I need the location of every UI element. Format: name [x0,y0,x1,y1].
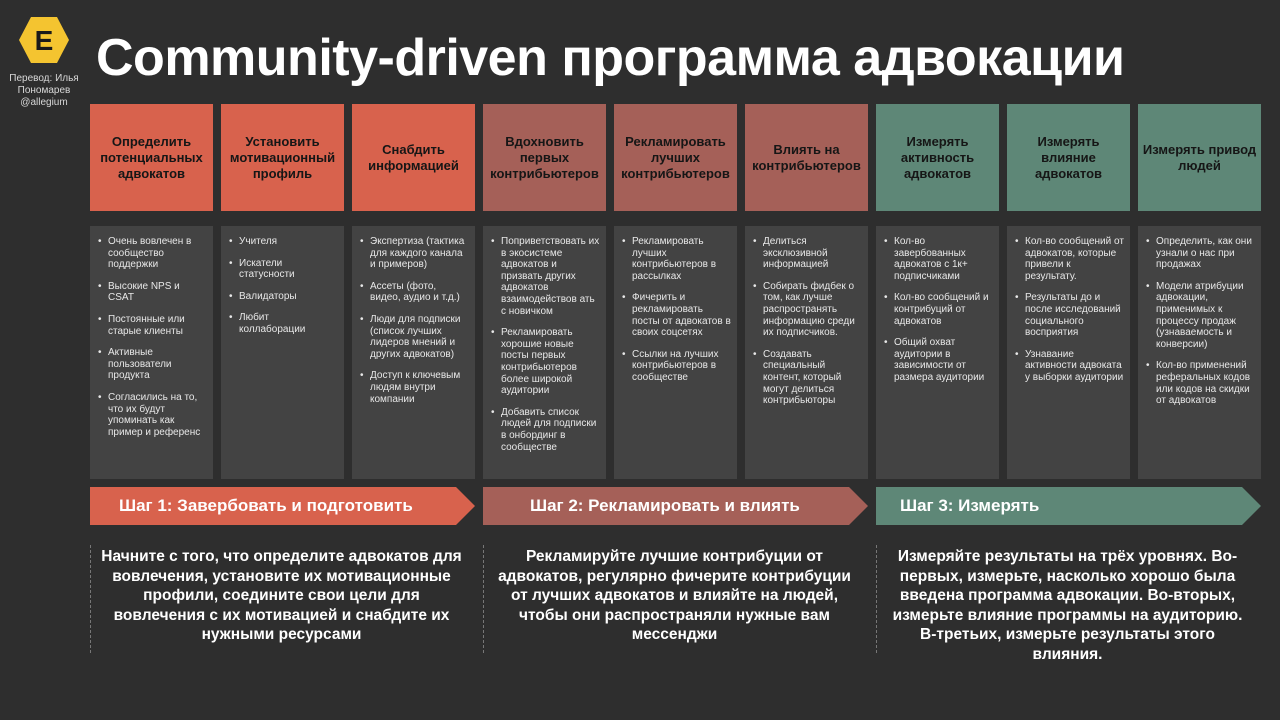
list-item: • Создавать специальный контент, который могут делиться контрибьюторы [763,349,862,407]
column-heading-inspire: Вдохновить первых контрибьютеров [483,104,606,211]
step-1-arrow [90,487,476,525]
step-1-summary: Начните с того, что определите адвокатов для вовлечения, установите их мотивационные профили, соедините свои цели для вовлечения с их мотивацией и снабдите их нужными ресурсами [90,545,472,653]
column-body-identify [90,226,213,479]
column-heading-influence: Влиять на контрибьютеров [745,104,868,211]
step-2-arrow [483,487,869,525]
list-item: • Экспертиза (тактика для каждого канала и примеров) [370,236,469,271]
list-item: • Ссылки на лучших контрибьютеров в сообществе [632,349,731,384]
list-item: • Активные пользователи продукта [108,347,207,382]
translation-credit: Перевод: Илья Пономарев @allegium [9,73,79,108]
list-item: • Модели атрибуции адвокации, применимых к процессу продаж (узнаваемость и конверсии) [1156,281,1255,351]
list-item: • Рекламировать хорошие новые посты первых контрибьютеров более широкой аудитории [501,327,600,397]
column-heading-identify: Определить потенциальных адвокатов [90,104,213,211]
column-body-equip [352,226,475,479]
column-heading-motivation: Установить мотивационный профиль [221,104,344,211]
column-body-measure-referrals [1138,226,1261,479]
list-item: • Фичерить и рекламировать посты от адвокатов в своих соцсетях [632,292,731,338]
list-item: • Учителя [239,236,338,248]
column-heading-measure-impact: Измерять влияние адвокатов [1007,104,1130,211]
column-body-influence [745,226,868,479]
page-title: Community-driven программа адвокации [96,29,1125,87]
list-item: • Доступ к ключевым людям внутри компании [370,370,469,405]
list-item: • Очень вовлечен в сообщество поддержки [108,236,207,271]
list-item: • Рекламировать лучших контрибьютеров в рассылках [632,236,731,282]
svg-text:E: E [34,25,54,56]
list-item: • Результаты до и после исследований социального восприятия [1025,292,1124,338]
column-heading-promote: Рекламировать лучших контрибьютеров [614,104,737,211]
step-3-arrow [876,487,1262,525]
allegium-logo [18,16,70,64]
list-item: • Собирать фидбек о том, как лучше распространять информацию среди их подписчиков. [763,281,862,339]
list-item: • Узнавание активности адвоката у выборки аудитории [1025,349,1124,384]
list-item: • Общий охват аудитории в зависимости от размера аудитории [894,337,993,383]
list-item: • Высокие NPS и CSAT [108,281,207,304]
column-heading-equip: Снабдить информацией [352,104,475,211]
list-item: • Постоянные или старые клиенты [108,314,207,337]
column-heading-measure-activity: Измерять активность адвокатов [876,104,999,211]
column-body-measure-impact [1007,226,1130,479]
list-item: • Ассеты (фото, видео, аудио и т.д.) [370,281,469,304]
list-item: • Добавить список людей для подписки в онбординг в сообществе [501,407,600,453]
column-body-motivation [221,226,344,479]
list-item: • Кол-во применений реферальных кодов или кодов на скидки от адвокатов [1156,360,1255,406]
column-body-measure-activity [876,226,999,479]
list-item: • Люди для подписки (список лучших лидеров мнений и других адвокатов) [370,314,469,360]
list-item: • Кол-во сообщений от адвокатов, которые привели к результату. [1025,236,1124,282]
list-item: • Любит коллаборации [239,312,338,335]
list-item: • Валидаторы [239,291,338,303]
list-item: • Поприветствовать их в экосистеме адвокатов и призвать других адвокатов взаимодействов ать с новичком [501,236,600,317]
step-3-label: Шаг 3: Измерять [900,496,1040,515]
step-2-summary: Рекламируйте лучшие контрибуции от адвокатов, регулярно фичерите контрибуции от лучших адвокатов и влияйте на людей, чтобы они распространяли нужные вам мессенджи [483,545,865,653]
list-item: • Определить, как они узнали о нас при продажах [1156,236,1255,271]
column-body-promote [614,226,737,479]
column-body-inspire [483,226,606,479]
list-item: • Искатели статусности [239,258,338,281]
step-2-label: Шаг 2: Рекламировать и влиять [530,496,800,515]
list-item: • Согласились на то, что их будут упоминать как пример и референс [108,392,207,438]
list-item: • Кол-во сообщений и контрибуций от адвокатов [894,292,993,327]
column-heading-measure-referrals: Измерять привод людей [1138,104,1261,211]
step-1-label: Шаг 1: Завербовать и подготовить [119,496,413,515]
list-item: • Делиться эксклюзивной информацией [763,236,862,271]
step-3-summary: Измеряйте результаты на трёх уровнях. Во-первых, измерьте, насколько хорошо была введена программа адвокации. Во-вторых, измерьте влияние программы на аудиторию. В-третьих, измерьте результаты этого влияния. [876,545,1258,653]
list-item: • Кол-во завербованных адвокатов с 1к+ подписчиками [894,236,993,282]
